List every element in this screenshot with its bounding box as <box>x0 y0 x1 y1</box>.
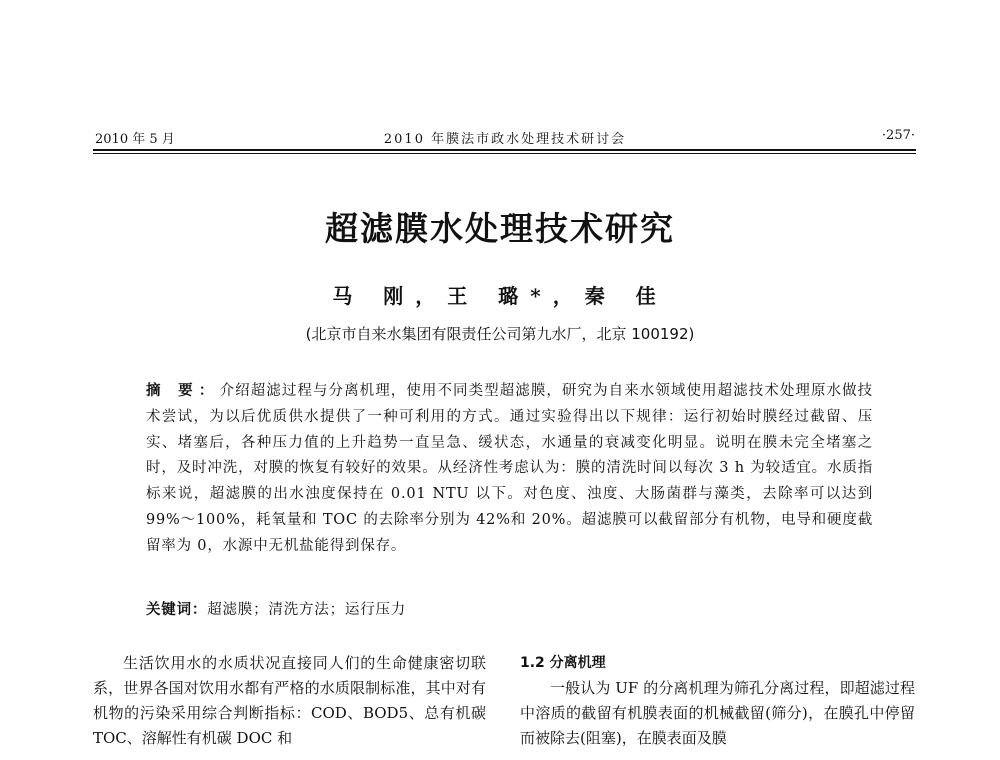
right-column <box>520 651 915 751</box>
intro-paragraph: 生活饮用水的水质状况直接同人们的生命健康密切联系，世界各国对饮用水都有严格的水质限制标准，其中对有机物的污染采用综合判断指标：COD、BOD5、总有机碳 TOC、溶解性有机碳 DOC 和 <box>93 654 486 747</box>
section-heading: 1.2 分离机理 <box>520 655 606 671</box>
header-page-number: ·257· <box>881 128 915 143</box>
header-rule-thin <box>93 153 916 154</box>
left-column <box>93 651 486 751</box>
header-rule-thick <box>93 149 916 151</box>
authors: 马 刚，王 璐*，秦 佳 <box>332 284 668 308</box>
paper-title: 超滤膜水处理技术研究 <box>325 209 675 248</box>
header-conference: 2010 年膜法市政水处理技术研讨会 <box>383 132 627 147</box>
abstract-text: 介绍超滤过程与分离机理，使用不同类型超滤膜，研究为自来水领域使用超滤技术处理原水做技术尝试，为以后优质供水提供了一种可利用的方式。通过实验得出以下规律：运行初始时膜经过截留、压实、堵塞后，各种压力值的上升趋势一直呈急、缓状态，水通量的衰减变化明显。说明在膜未完全堵塞之时，及时冲洗，对膜的恢复有较好的效果。从经济性考虑认为：膜的清洗时间以每次 3 h 为较适宜。水质指标来说，超滤膜的出水浊度保持在 0.01 NTU 以下。对色度、浊度、大肠菌群与藻类，去除率可以达到 99%～100%，耗氧量和 TOC 的去除率分别为 42%和 20%。超滤膜可以截留部分有机物，电导和硬度截留率为 0，水源中无机盐能得到保存。 <box>146 383 873 554</box>
keywords-label: 关键词： <box>146 601 208 618</box>
affiliation: (北京市自来水集团有限责任公司第九水厂，北京 100192) <box>305 325 695 343</box>
abstract-label: 摘 要： <box>146 382 220 399</box>
running-header <box>95 128 915 148</box>
section-paragraph: 一般认为 UF 的分离机理为筛孔分离过程，即超滤过程中溶质的截留有机膜表面的机械截留(筛分)，在膜孔中停留而被除去(阻塞)，在膜表面及膜 <box>520 679 915 747</box>
keywords <box>146 598 873 619</box>
abstract <box>146 378 873 560</box>
keywords-text: 超滤膜；清洗方法；运行压力 <box>207 602 407 618</box>
header-date: 2010 年 5 月 <box>95 132 175 147</box>
